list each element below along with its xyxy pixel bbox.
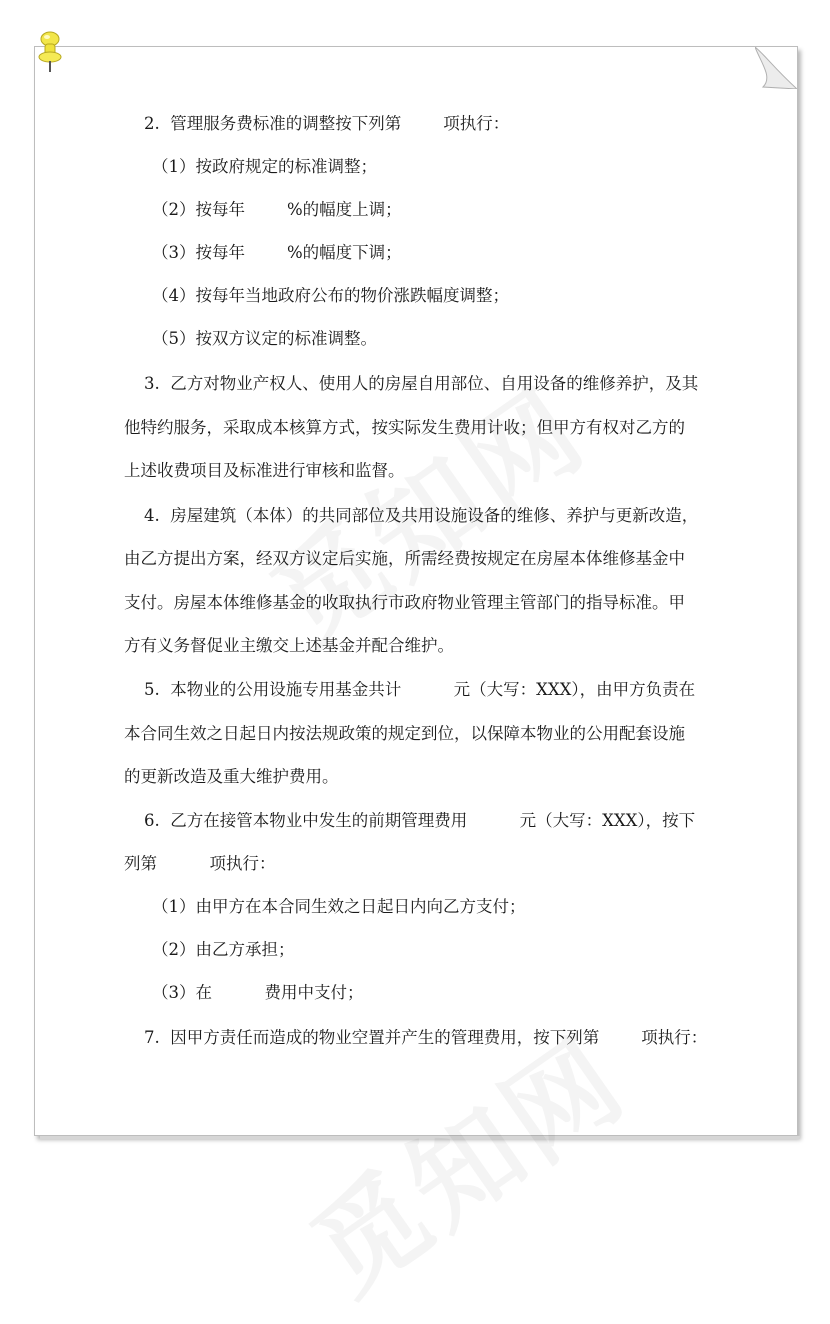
clause-7: 7. 因甲方责任而造成的物业空置并产生的管理费用，按下列第 项执行： [144,1028,708,1047]
pushpin-icon [36,30,66,74]
clause-4-line-3: 支付。房屋本体维修基金的收取执行市政府物业管理主管部门的指导标准。甲 [124,593,685,612]
clause-6-line-2: 列第 项执行： [124,854,276,873]
clause-2: 2. 管理服务费标准的调整按下列第 项执行： [144,114,510,133]
clause-3-line-1: 3. 乙方对物业产权人、使用人的房屋自用部位、自用设备的维修养护，及其 [144,374,699,393]
clause-2-option-5: （5）按双方议定的标准调整。 [152,329,377,348]
clause-5-line-3: 的更新改造及重大维护费用。 [124,767,339,786]
page-curl-icon [755,47,797,89]
clause-6-line-1: 6. 乙方在接管本物业中发生的前期管理费用 元（大写：XXX），按下 [144,811,696,830]
clause-2-option-2: （2）按每年 %的幅度上调； [152,200,402,219]
clause-6-option-3: （3）在 费用中支付； [152,983,364,1002]
clause-2-option-1: （1）按政府规定的标准调整； [152,157,377,176]
clause-6-option-1: （1）由甲方在本合同生效之日起日内向乙方支付； [152,897,526,916]
clause-4-line-4: 方有义务督促业主缴交上述基金并配合维护。 [124,636,454,655]
clause-4-line-1: 4. 房屋建筑（本体）的共同部位及共用设施设备的维修、养护与更新改造， [144,506,699,525]
clause-4-line-2: 由乙方提出方案，经双方议定后实施，所需经费按规定在房屋本体维修基金中 [124,549,685,568]
clause-3-line-2: 他特约服务，采取成本核算方式，按实际发生费用计收；但甲方有权对乙方的 [124,418,685,437]
clause-2-option-3: （3）按每年 %的幅度下调； [152,243,402,262]
clause-5-line-1: 5. 本物业的公用设施专用基金共计 元（大写：XXX），由甲方负责在 [144,680,696,699]
clause-2-option-4: （4）按每年当地政府公布的物价涨跌幅度调整； [152,286,509,305]
clause-3-line-3: 上述收费项目及标准进行审核和监督。 [124,461,405,480]
clause-5-line-2: 本合同生效之日起日内按法规政策的规定到位，以保障本物业的公用配套设施 [124,724,685,743]
clause-6-option-2: （2）由乙方承担； [152,940,295,959]
